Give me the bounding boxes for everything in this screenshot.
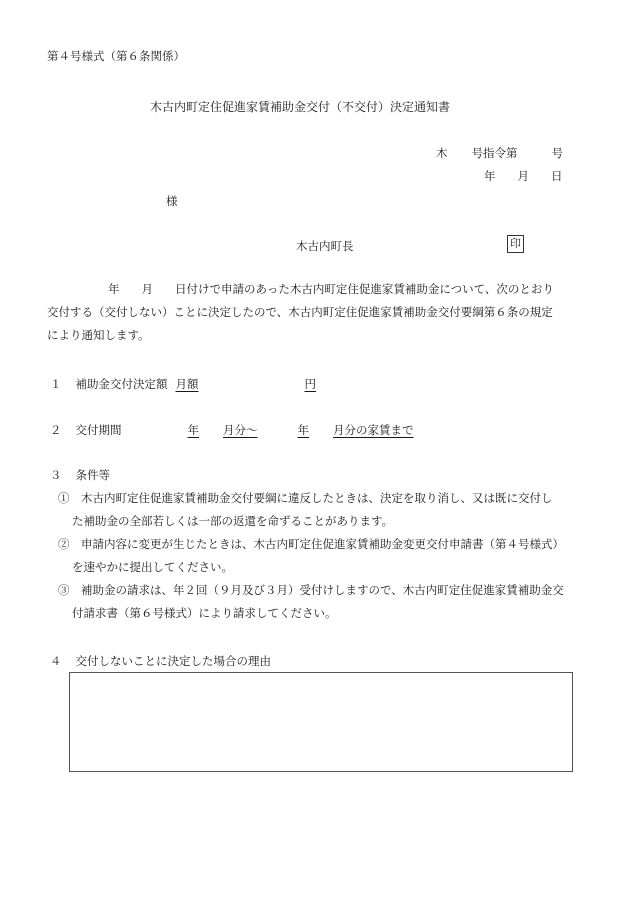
item-4-heading [50, 653, 271, 669]
item-3-label: 条件等 [75, 468, 110, 482]
condition-3-line-2: 付請求書（第６号様式）により請求してください。 [72, 606, 337, 620]
item-1 [50, 376, 316, 392]
period-year-1: 年 [187, 423, 199, 437]
doc-ref-middle: 号指令第 [471, 146, 518, 160]
period-month-1: 月分～ [223, 423, 258, 437]
item-3-heading [50, 467, 110, 483]
item-2-label: 交付期間 [75, 423, 122, 437]
seal-mark: 印 [507, 235, 524, 253]
period-month-2: 月分の家賃まで [333, 423, 414, 437]
condition-2-line-1: ② 申請内容に変更が生じたときは、木古内町定住促進家賃補助金変更交付申請書（第４号様式） [58, 537, 564, 551]
date-month: 月 [517, 169, 529, 183]
form-number: 第４号様式（第６条関係） [47, 49, 185, 63]
body-line1-rest: 日付けで申請のあった木古内町定住促進家賃補助金について、次のとおり [175, 282, 554, 296]
date-year: 年 [484, 169, 496, 183]
body-month: 月 [141, 282, 153, 296]
item-1-label: 補助金交付決定額 [75, 377, 168, 391]
monthly-amount-prefix: 月額 [175, 377, 199, 391]
item-4-number: ４ [50, 654, 62, 668]
condition-2-line-2: を速やかに提出してください。 [72, 560, 233, 574]
conditions-list [58, 487, 564, 625]
document-title: 木古内町定住促進家賃補助金交付（不交付）決定通知書 [150, 100, 451, 114]
doc-ref-suffix: 号 [551, 146, 563, 160]
item-3-number: ３ [50, 468, 62, 482]
item-2 [50, 422, 414, 438]
body-line-3: により通知します。 [47, 328, 150, 342]
condition-3-line-1: ③ 補助金の請求は、年２回（９月及び３月）受付けしますので、木古内町定住促進家賃補助金交 [58, 583, 564, 597]
date-line [484, 168, 563, 184]
doc-reference-line [436, 145, 563, 161]
period-year-2: 年 [297, 423, 309, 437]
item-1-number: １ [50, 377, 62, 391]
reason-box[interactable] [69, 672, 573, 772]
body-line-1 [47, 278, 554, 301]
body-paragraph [47, 278, 554, 347]
condition-1-line-1: ① 木古内町定住促進家賃補助金交付要綱に違反したときは、決定を取り消し、又は既に交付し [58, 491, 553, 505]
monthly-amount-field [176, 377, 317, 391]
addressee-suffix: 様 [166, 194, 178, 208]
monthly-amount-unit: 円 [304, 377, 316, 391]
condition-1-line-2: た補助金の全部若しくは一部の返還を命ずることがあります。 [72, 514, 394, 528]
item-4-label: 交付しないことに決定した場合の理由 [75, 654, 271, 668]
grant-period-field [132, 423, 414, 437]
body-year: 年 [108, 282, 120, 296]
doc-ref-prefix: 木 [436, 146, 448, 160]
issuer-name: 木古内町長 [296, 239, 354, 253]
item-2-number: ２ [50, 423, 62, 437]
date-day: 日 [551, 169, 563, 183]
body-line-2: 交付する（交付しない）ことに決定したので、木古内町定住促進家賃補助金交付要綱第６条の規定 [47, 305, 553, 319]
